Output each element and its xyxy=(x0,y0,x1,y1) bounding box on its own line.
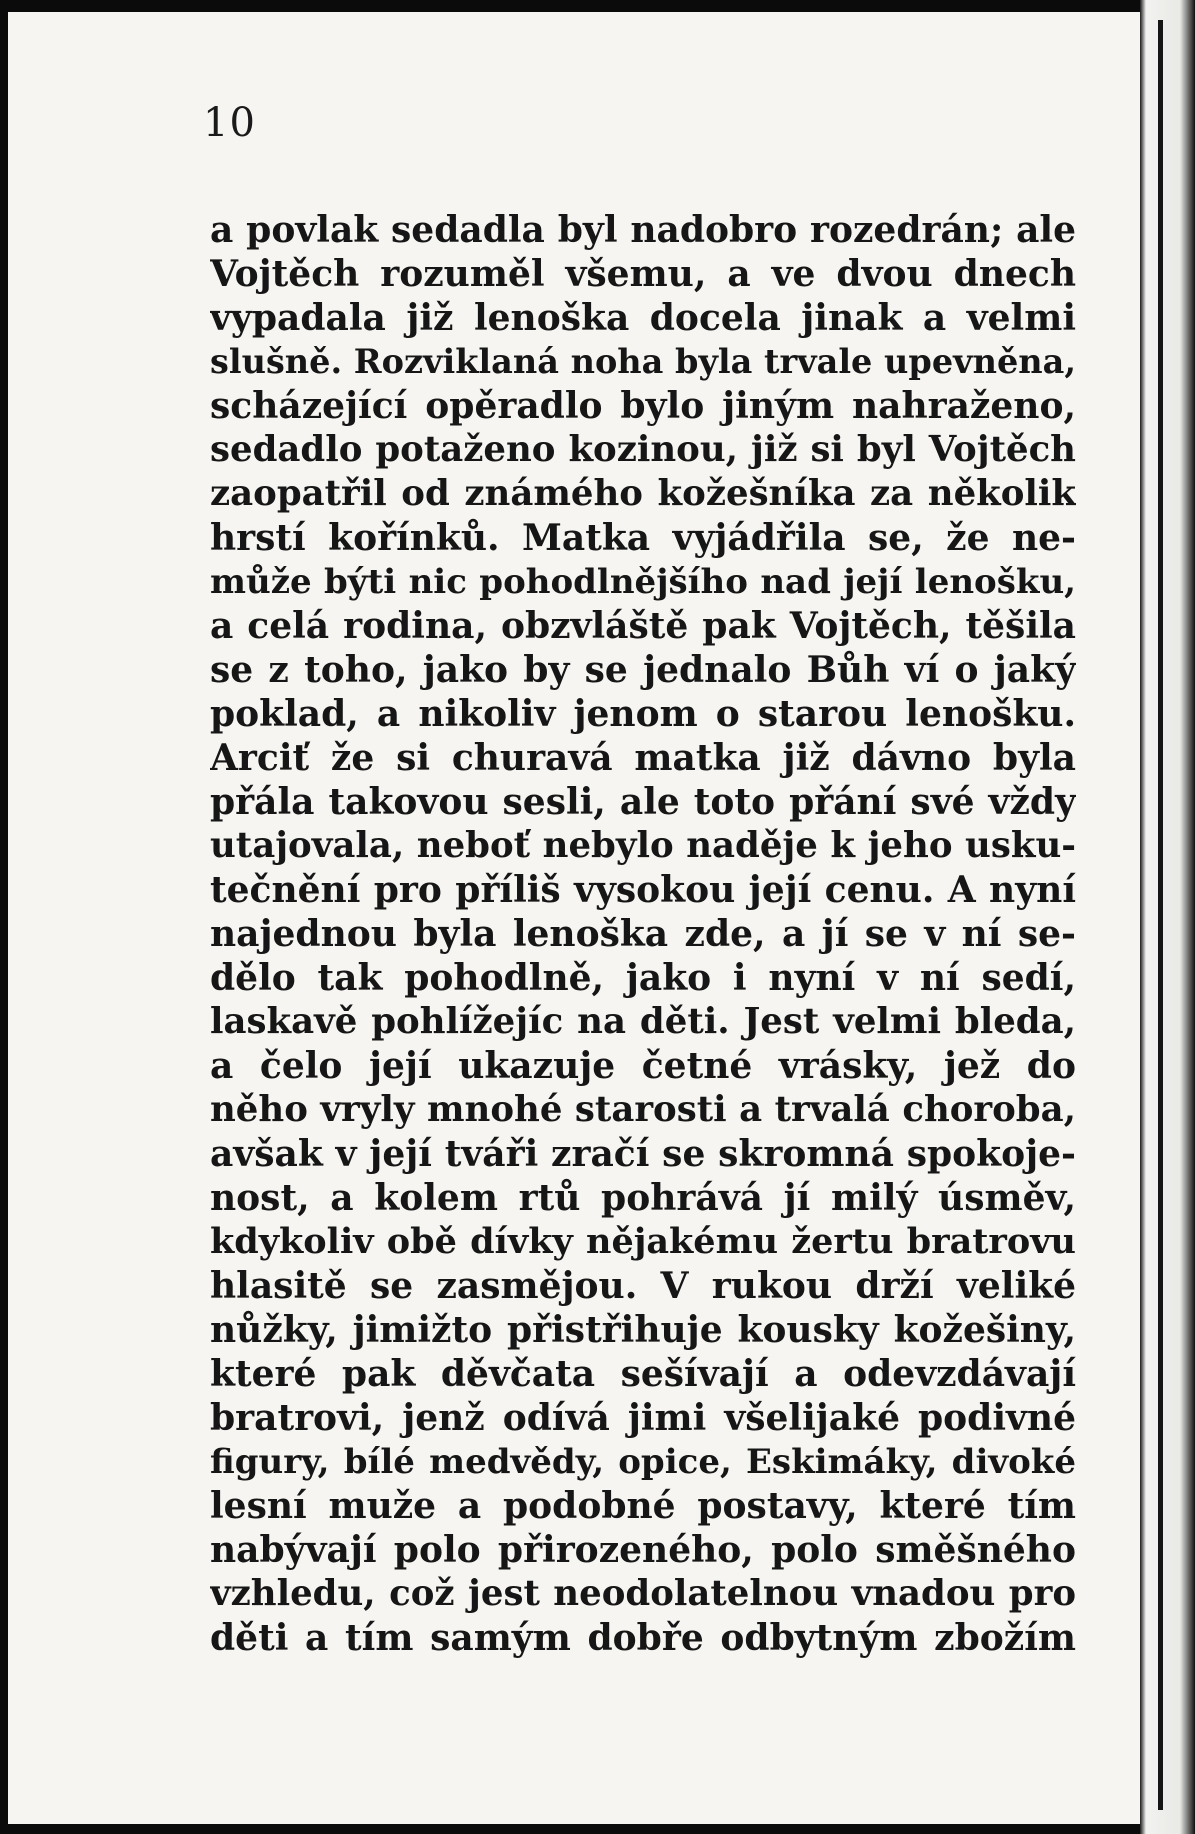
text-line: kdykoliv obě dívky nějakému žertu bratrovu xyxy=(210,1221,1076,1262)
text-line: poklad, a nikoliv jenom o starou lenošku. xyxy=(210,693,1076,735)
body-text xyxy=(210,208,1076,1660)
text-line: něho vryly mnohé starosti a trvalá choroba, xyxy=(210,1089,1076,1130)
text-line: scházející opěradlo bylo jiným nahraženo, xyxy=(210,385,1076,427)
text-line: nabývají polo přirozeného, polo směšného xyxy=(210,1529,1076,1571)
text-line: zaopatřil od známého kožešníka za několik xyxy=(210,473,1076,514)
text-line: vzhledu, což jest neodolatelnou vnadou pro xyxy=(210,1573,1076,1614)
text-line: děti a tím samým dobře odbytným zbožím xyxy=(210,1617,1076,1659)
binding-edge xyxy=(1158,20,1163,1810)
text-line: lesní muže a podobné postavy, které tím xyxy=(210,1485,1076,1527)
text-line: utajovala, neboť nebylo naděje k jeho usku- xyxy=(210,825,1076,866)
text-line: sedadlo potaženo kozinou, již si byl Vojtěch xyxy=(210,429,1076,470)
text-line: bratrovi, jenž odívá jimi všelijaké podivné xyxy=(210,1397,1076,1439)
paper-sheet xyxy=(8,12,1140,1824)
text-line: Arciť že si churavá matka již dávno byla xyxy=(210,737,1076,779)
text-line: laskavě pohlížejíc na děti. Jest velmi bleda, xyxy=(210,1001,1076,1042)
text-line: a povlak sedadla byl nadobro rozedrán; ale xyxy=(210,209,1076,251)
text-line: hrstí kořínků. Matka vyjádřila se, že ne- xyxy=(210,517,1076,559)
text-line: a čelo její ukazuje četné vrásky, jež do xyxy=(210,1045,1076,1087)
text-line: slušně. Rozviklaná noha byla trvale upevněna, xyxy=(210,342,1076,381)
page-number: 10 xyxy=(203,100,256,146)
text-line: vypadala již lenoška docela jinak a velmi xyxy=(210,297,1076,339)
text-line: dělo tak pohodlně, jako i nyní v ní sedí, xyxy=(210,957,1076,999)
text-line: přála takovou sesli, ale toto přání své vždy xyxy=(210,781,1076,823)
text-line: Vojtěch rozuměl všemu, a ve dvou dnech xyxy=(210,253,1076,295)
text-line: tečnění pro příliš vysokou její cenu. A nyní xyxy=(210,869,1076,911)
text-line: a celá rodina, obzvláště pak Vojtěch, těšila xyxy=(210,605,1076,647)
text-line: se z toho, jako by se jednalo Bůh ví o jaký xyxy=(210,649,1076,691)
text-line: figury, bílé medvědy, opice, Eskimáky, divoké xyxy=(210,1442,1076,1482)
text-line: najednou byla lenoška zde, a jí se v ní se- xyxy=(210,913,1076,955)
book-gutter xyxy=(1140,0,1195,1834)
text-line: nost, a kolem rtů pohrává jí milý úsměv, xyxy=(210,1177,1076,1219)
text-line: hlasitě se zasmějou. V rukou drží veliké xyxy=(210,1265,1076,1307)
text-line: avšak v její tváři zračí se skromná spokoje- xyxy=(210,1133,1076,1175)
text-line: může býti nic pohodlnějšího nad její lenošku, xyxy=(210,562,1076,602)
text-line: nůžky, jimižto přistřihuje kousky kožešiny, xyxy=(210,1309,1076,1351)
text-line: které pak děvčata sešívají a odevzdávají xyxy=(210,1353,1076,1395)
